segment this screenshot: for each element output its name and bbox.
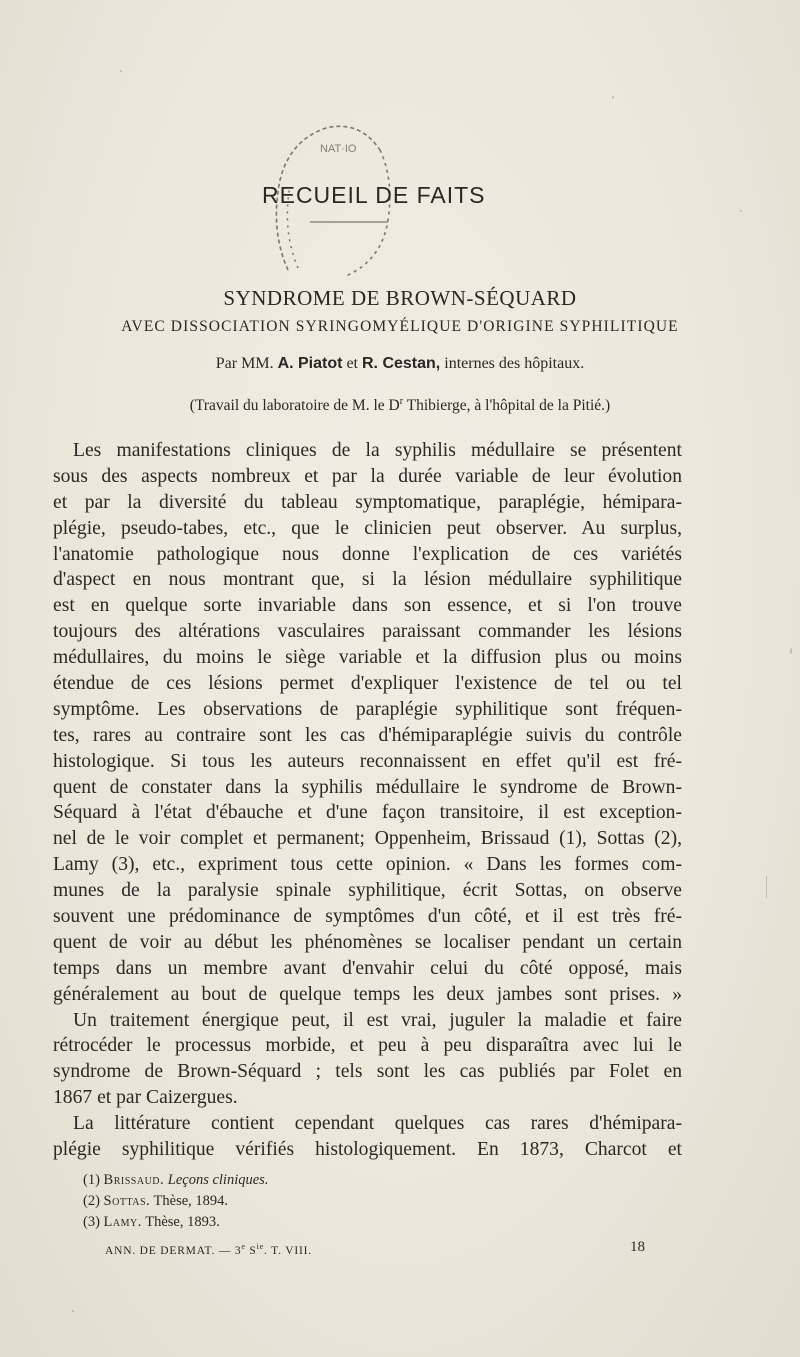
author-cestan: R. Cestan, (362, 355, 441, 372)
journal-ref-sup: e (241, 1242, 246, 1251)
body-line: d'aspect en nous montrant que, si la lésion médullaire syphilitique (53, 569, 682, 591)
section-heading: RECUEIL DE FAITS (262, 182, 486, 208)
article-authors (0, 355, 800, 373)
svg-text:NAT·IO: NAT·IO (320, 143, 357, 155)
journal-ref-part: . T. VIII. (263, 1244, 312, 1257)
body-line: quent de constater dans la syphilis médullaire le syndrome de Brown- (53, 776, 682, 798)
body-line: toujours des altérations vasculaires paraissant commander les lésions (53, 621, 682, 643)
body-line: sous des aspects nombreux et par la durée variable de leur évolution (53, 465, 682, 487)
footnote-work: Thèse, 1894. (153, 1193, 229, 1209)
author-piatot: A. Piatot (277, 355, 343, 372)
body-line: temps dans un membre avant d'envahir celui du côté opposé, mais (53, 957, 682, 979)
speck (766, 876, 767, 898)
footnotes (83, 1170, 268, 1233)
body-line: rétrocéder le processus morbide, et peu à peu disparaîtra avec lui le (53, 1035, 682, 1057)
body-line: La littérature contient cependant quelques cas rares d'hémipara- (73, 1113, 682, 1135)
speck (72, 1310, 74, 1312)
body-line: souvent une prédominance de symptômes d'un côté, et il est très fré- (53, 906, 682, 928)
body-line: nel de le voir complet et permanent; Oppenheim, Brissaud (1), Sottas (2), (53, 828, 682, 850)
article-body (53, 438, 682, 1163)
body-line: tes, rares au contraire sont les cas d'hémiparaplégie suivis du contrôle (53, 724, 682, 746)
footnote (83, 1212, 268, 1233)
authors-connector: et (346, 355, 358, 372)
body-line: Un traitement énergique peut, il est vrai, juguler la maladie et faire (73, 1009, 682, 1031)
journal-ref-part: S (245, 1244, 257, 1257)
footnote-author: Lamy. (103, 1214, 142, 1230)
body-line: l'anatomie pathologique nous donne l'explication de ces variétés (53, 543, 682, 565)
body-line: 1867 et par Caizergues. (53, 1087, 238, 1109)
speck (120, 70, 122, 72)
body-line: syndrome de Brown-Séquard ; tels sont les cas publiés par Folet en (53, 1061, 682, 1083)
body-line: histologique. Si tous les auteurs reconnaissent en effet qu'il est fré- (53, 750, 682, 772)
body-line: généralement au bout de quelque temps les deux jambes sont prises. » (53, 983, 682, 1005)
lab-note-before: (Travail du laboratoire de M. le D (189, 397, 400, 415)
footnote (83, 1191, 268, 1212)
lab-note-after: Thibierge, à l'hôpital de la Pitié.) (403, 397, 611, 415)
footnote-number: (2) (83, 1193, 100, 1209)
journal-reference (105, 1242, 312, 1257)
body-line: quent de voir au début les phénomènes se localiser pendant un certain (53, 931, 682, 953)
body-line: symptôme. Les observations de paraplégie syphilitique sont fréquen- (53, 698, 682, 720)
body-line: Les manifestations cliniques de la syphilis médullaire se présentent (73, 440, 682, 461)
footnote-author: Sottas. (103, 1193, 151, 1209)
article-subtitle: AVEC DISSOCIATION SYRINGOMYÉLIQUE D'ORIGINE SYPHILITIQUE (121, 318, 679, 335)
footnote-work: Thèse, 1893. (145, 1214, 220, 1230)
laboratory-note (0, 396, 800, 415)
running-footer (105, 1239, 645, 1257)
footnote-work: Leçons cliniques. (167, 1172, 269, 1188)
authors-prefix: Par MM. (215, 355, 274, 372)
authors-role: internes des hôpitaux. (444, 355, 585, 372)
body-line: et par la diversité du tableau symptomatique, paraplégie, hémipara- (53, 491, 682, 513)
article-title: SYNDROME DE BROWN-SÉQUARD (223, 286, 577, 310)
journal-ref-sup: ie (256, 1242, 264, 1251)
body-line: plégie syphilitique vérifiés histologiquement. En 1873, Charcot et (53, 1139, 682, 1161)
body-line: Séquard à l'état d'ébauche et d'une façon transitoire, il est exception- (53, 802, 682, 824)
body-line: Lamy (3), etc., expriment tous cette opinion. « Dans les formes com- (53, 854, 682, 876)
journal-ref-part: ANN. DE DERMAT. — 3 (105, 1244, 242, 1257)
body-line: munes de la paralysie spinale syphilitique, écrit Sottas, on observe (53, 880, 682, 902)
body-line: est en quelque sorte invariable dans son essence, et si l'on trouve (53, 595, 682, 617)
footnote-number: (1) (83, 1172, 100, 1188)
footnote-number: (3) (83, 1214, 100, 1230)
speck (612, 96, 614, 99)
body-line: médullaires, du moins le siège variable et la diffusion plus ou moins (53, 647, 682, 669)
page-number: 18 (630, 1239, 645, 1255)
footnote (83, 1170, 268, 1191)
speck (740, 210, 742, 212)
body-line: étendue de ces lésions permet d'expliquer l'existence de tel ou tel (53, 673, 682, 695)
body-line: plégie, pseudo-tabes, etc., que le clinicien peut observer. Au surplus, (53, 517, 682, 539)
footnote-author: Brissaud. (103, 1172, 165, 1188)
speck (790, 648, 792, 654)
lab-note-sup: r (399, 396, 404, 407)
